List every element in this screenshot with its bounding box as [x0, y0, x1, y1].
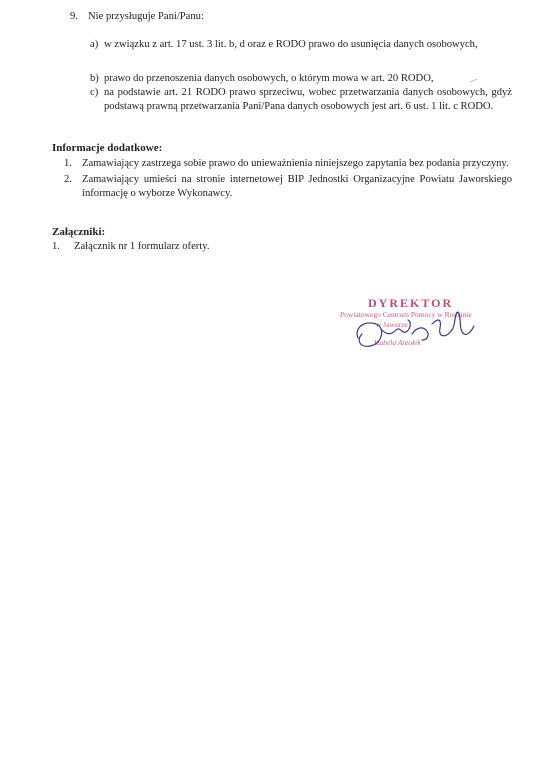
attachment-number: 1.	[52, 241, 60, 252]
list-item-text: Zamawiający zastrzega sobie prawo do unieważnienia niniejszego zapytania bez podania przyczyny.	[82, 158, 509, 169]
additional-info-list	[52, 157, 512, 201]
list-item	[52, 173, 512, 201]
pen-mark	[470, 79, 478, 83]
attachments-heading: Załączniki:	[52, 226, 106, 238]
subitem-b-text: prawo do przenoszenia danych osobowych, o którym mowa w art. 20 RODO,	[104, 73, 434, 84]
stamp-line-name: Izabela Antołek	[374, 338, 421, 347]
attachment-text: Załącznik nr 1 formularz oferty.	[74, 241, 210, 252]
subitem-c-text: na podstawie art. 21 RODO prawo sprzeciwu, wobec przetwarzania danych osobowych, gdyż podstawą prawną przetwarzania Pani/Pana danych osobowych jest art. 6 ust. 1 lit. c RODO.	[104, 87, 512, 112]
list-item-number: 2.	[64, 174, 72, 185]
list-item-text: Zamawiający umieści na stronie internetowej BIP Jednostki Organizacyjne Powiatu Jaworskiego informację o wyborze Wykonawcy.	[82, 174, 512, 199]
list-item	[52, 157, 512, 171]
stamp-title: DYREKTOR	[368, 296, 454, 310]
subitem-a	[90, 38, 512, 52]
stamp-line-city: w Jaworze	[376, 320, 408, 329]
subitem-a-letter: a)	[90, 39, 99, 50]
subitem-a-text: w związku z art. 17 ust. 3 lit. b, d oraz e RODO prawo do usunięcia danych osobowych,	[104, 39, 478, 50]
item-9-number: 9.	[70, 11, 78, 22]
attachment-item	[52, 240, 210, 254]
subitem-c-letter: c)	[90, 87, 99, 98]
item-9-lead: Nie przysługuje Pani/Panu:	[88, 11, 204, 22]
subitem-b-letter: b)	[90, 73, 99, 84]
stamp-line-institution: Powiatowego Centrum Pomocy w Rodzinie	[340, 310, 472, 319]
subitem-b	[90, 72, 512, 86]
subitem-c	[90, 86, 512, 114]
additional-info-heading: Informacje dodatkowe:	[52, 142, 163, 154]
handwritten-signature	[346, 300, 496, 356]
list-item-number: 1.	[64, 158, 72, 169]
